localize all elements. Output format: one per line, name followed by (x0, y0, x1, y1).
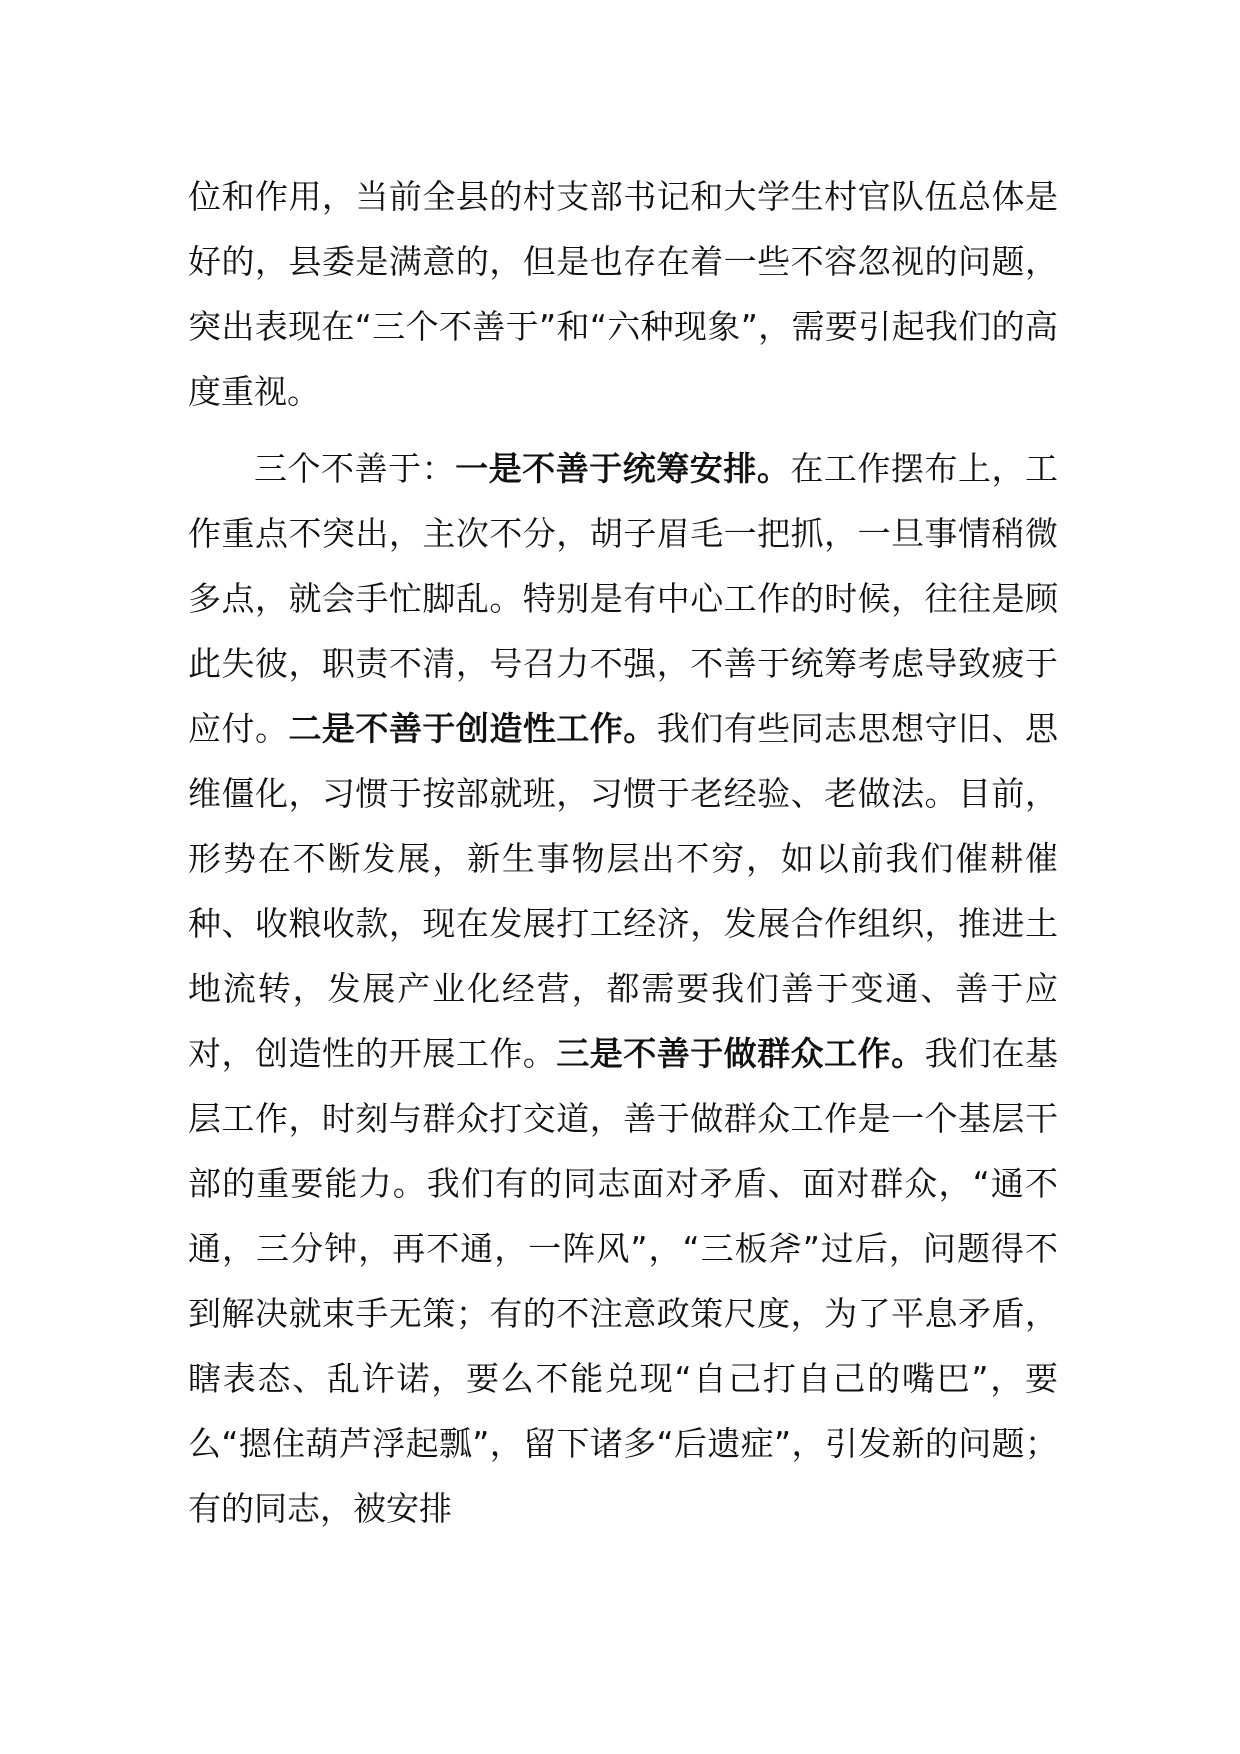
point-1-body: 在工作摆布上，工作重点不突出，主次不分，胡子眉毛一把抓，一旦事情稍微多点，就会手忙脚乱。特别是有中心工作的时候，往往是顾此失彼，职责不清，号召力不强，不善于统筹考虑导致疲于应付。 (188, 449, 1059, 748)
document-body (188, 164, 1058, 1541)
paragraph-lead: 三个不善于： (254, 449, 456, 488)
paragraph-continuation: 位和作用，当前全县的村支部书记和大学生村官队伍总体是好的，县委是满意的，但是也存在着一些不容忽视的问题，突出表现在“三个不善于”和“六种现象”，需要引起我们的高度重视。 (188, 177, 1058, 411)
point-3-title: 三是不善于做群众工作。 (556, 1034, 925, 1073)
point-1-title: 一是不善于统筹安排。 (455, 449, 791, 488)
point-2-body: 我们有些同志思想守旧、思维僵化，习惯于按部就班，习惯于老经验、老做法。目前，形势在不断发展，新生事物层出不穷，如以前我们催耕催种、收粮收款，现在发展打工经济，发展合作组织，推进土地流转，发展产业化经营，都需要我们善于变通、善于应对，创造性的开展工作。 (188, 709, 1059, 1073)
point-2-title: 二是不善于创造性工作。 (288, 709, 657, 748)
point-3-body: 我们在基层工作，时刻与群众打交道，善于做群众工作是一个基层干部的重要能力。我们有的同志面对矛盾、面对群众，“通不通，三分钟，再不通，一阵风”，“三板斧”过后，问题得不到解决就束手无策；有的不注意政策尺度，为了平息矛盾，瞎表态、乱许诺，要么不能兑现“自己打自己的嘴巴”，要么“摁住葫芦浮起瓢”，留下诸多“后遗症”，引发新的问题；有的同志，被安排 (188, 1034, 1059, 1528)
paragraph-three-shortcomings (188, 436, 1058, 1541)
